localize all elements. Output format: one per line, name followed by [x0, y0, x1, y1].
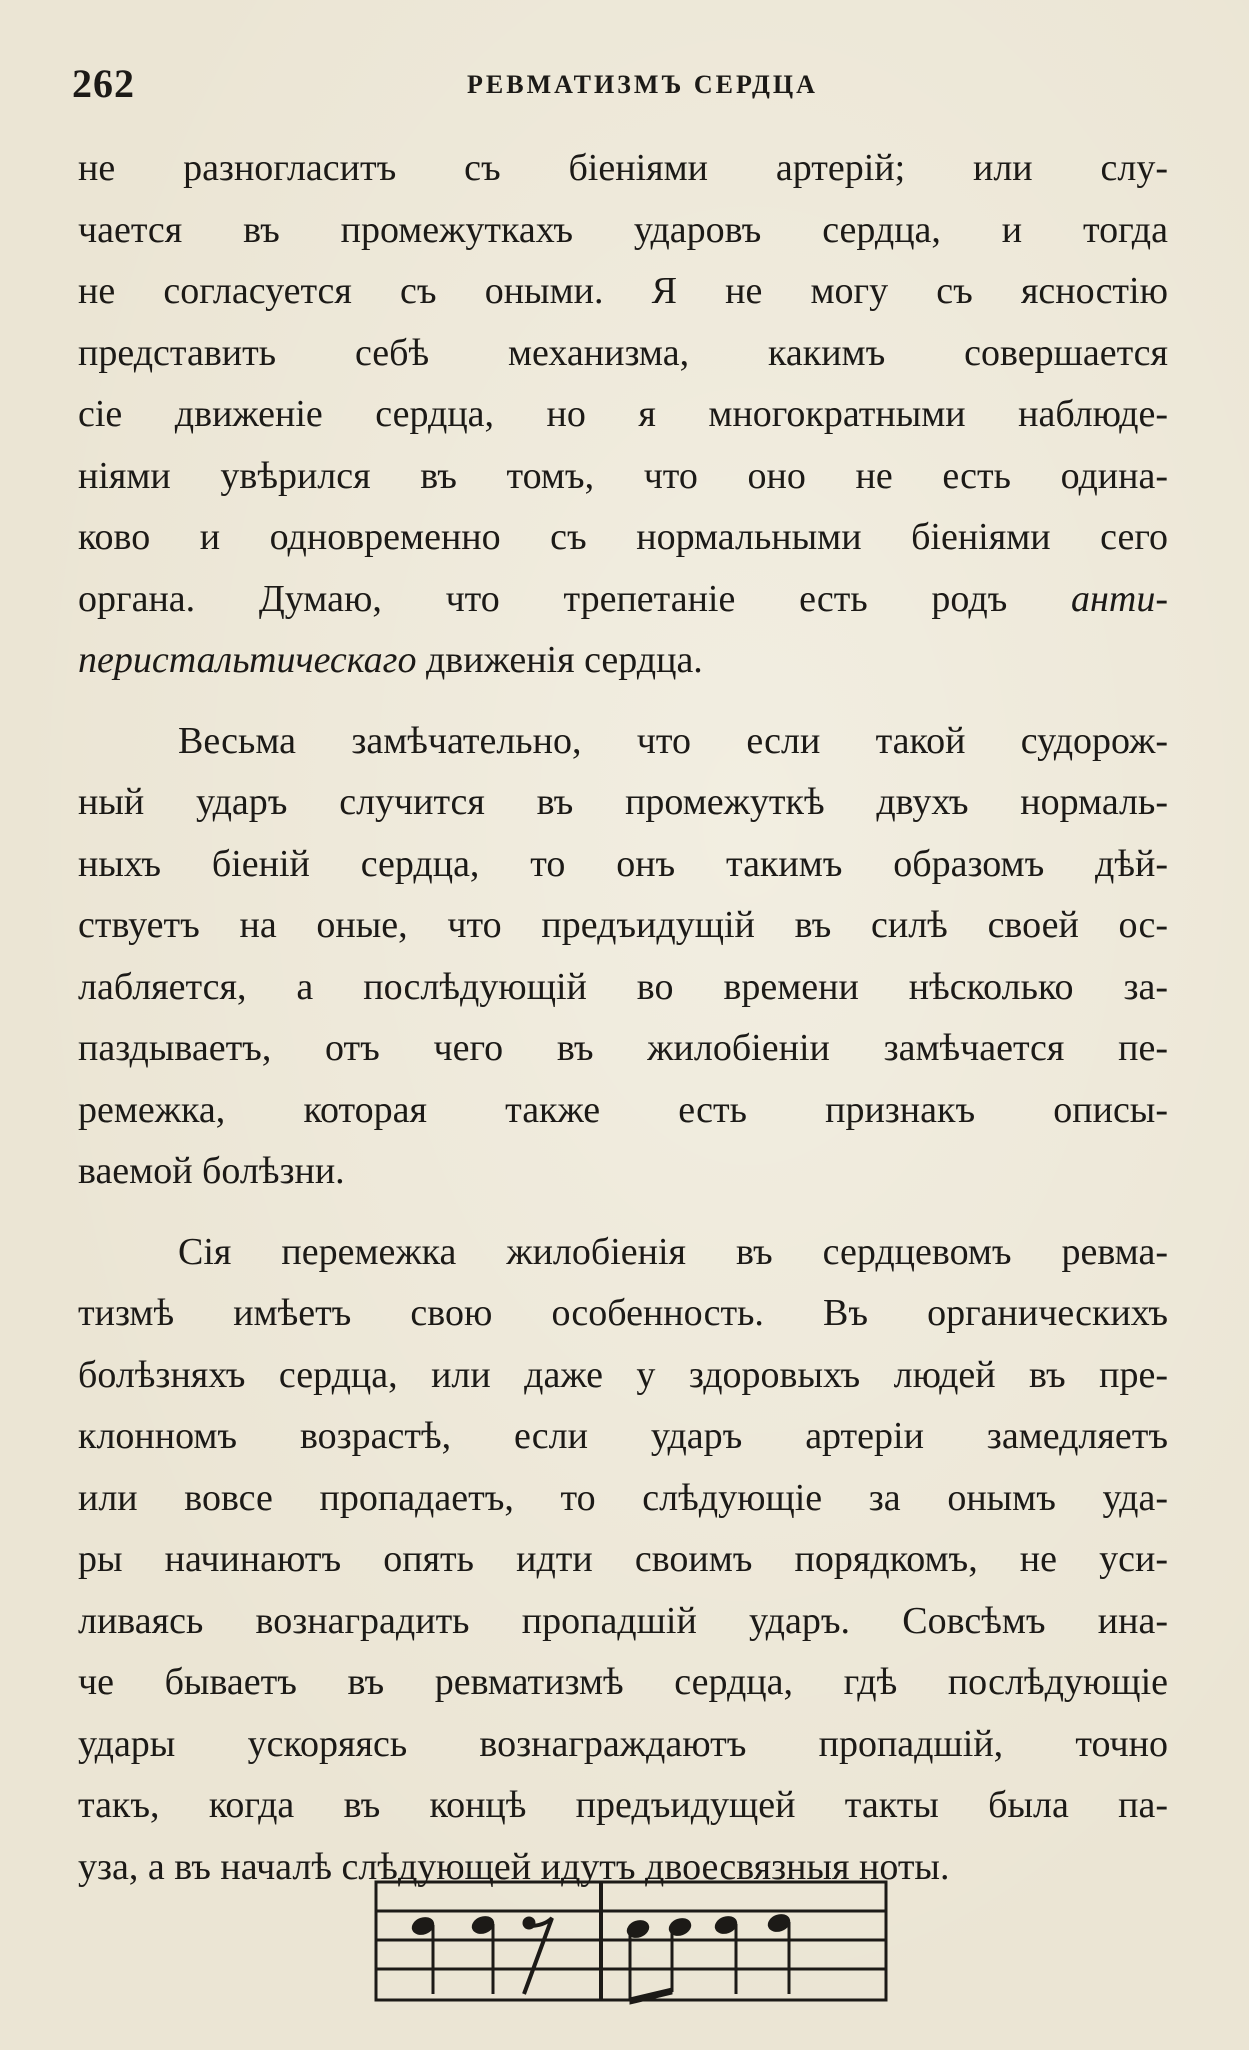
text-line: ремежка, которая также есть признакъ описы- [78, 1088, 1168, 1131]
text-line: че бываетъ въ ревматизмѣ сердца, гдѣ послѣдующіе [78, 1661, 1168, 1703]
text-line: клонномъ возрастѣ, если ударъ артеріи замедляетъ [78, 1415, 1168, 1457]
text-line: уза, а въ началѣ слѣдующей идутъ двоесвязныя ноты. [78, 1845, 950, 1888]
music-staff-figure [374, 1876, 894, 2006]
text-line: ливаясь вознаградить пропадшій ударъ. Совсѣмъ ина- [78, 1599, 1168, 1642]
text-line: ный ударъ случится въ промежуткѣ двухъ нормаль- [78, 781, 1168, 823]
text-line: ніями увѣрился въ томъ, что оно не есть одина- [78, 454, 1168, 497]
text-line [78, 630, 1168, 692]
page-header [72, 60, 1182, 120]
text-line: сіе движеніе сердца, но я многократными наблюде- [78, 393, 1168, 435]
text-segment: органа. Думаю, что трепетаніе есть родъ [78, 577, 1072, 620]
text-line: представить себѣ механизма, какимъ совершается [78, 331, 1168, 374]
paragraph-gap [78, 1203, 1168, 1222]
paragraph-gap [78, 692, 1168, 711]
note-beam [630, 1988, 672, 2004]
paragraph-2 [78, 711, 1168, 1203]
text-line: или вовсе пропадаетъ, то слѣдующіе за онымъ уда- [78, 1476, 1168, 1519]
text-line: ково и одновременно съ нормальными біеніями сего [78, 516, 1168, 558]
text-line: ры начинаютъ опять идти своимъ порядкомъ, не уси- [78, 1538, 1168, 1580]
italic-term: анти- [1071, 577, 1168, 620]
text-line: не разногласитъ съ біеніями артерій; или слу- [78, 147, 1168, 189]
text-line: ствуетъ на оные, что предъидущій въ силѣ своей ос- [78, 904, 1168, 946]
text-line: ваемой болѣзни. [78, 1150, 345, 1192]
text-line: удары ускоряясь вознаграждаютъ пропадшій, точно [78, 1722, 1168, 1765]
running-title: РЕВМАТИЗМЪ СЕРДЦА [467, 70, 818, 99]
paragraph-1 [78, 138, 1168, 692]
text-line: тизмѣ имѣетъ свою особенность. Въ органическихъ [78, 1292, 1168, 1334]
text-line: такъ, когда въ концѣ предъидущей такты была па- [78, 1784, 1168, 1826]
text-line: Весьма замѣчательно, что если такой судорож- [178, 719, 1168, 762]
text-line [78, 569, 1168, 631]
text-line: ныхъ біеній сердца, то онъ такимъ образомъ дѣй- [78, 842, 1168, 885]
page-number: 262 [72, 61, 135, 106]
text-line: лабляется, а послѣдующій во времени нѣсколько за- [78, 965, 1168, 1008]
body-text [78, 138, 1168, 1898]
text-line: болѣзняхъ сердца, или даже у здоровыхъ людей въ пре- [78, 1353, 1168, 1396]
text-line: чается въ промежуткахъ ударовъ сердца, и тогда [78, 208, 1168, 251]
text-segment: движенія сердца. [416, 639, 703, 681]
text-line: паздываетъ, отъ чего въ жилобіеніи замѣчается пе- [78, 1027, 1168, 1069]
italic-term: перистальтическаго [78, 639, 417, 681]
text-line: Сія перемежка жилобіенія въ сердцевомъ ревма- [178, 1230, 1168, 1273]
paragraph-3 [78, 1222, 1168, 1899]
music-staff-svg [374, 1876, 894, 2006]
text-line: не согласуется съ оными. Я не могу съ ясностію [78, 270, 1168, 312]
